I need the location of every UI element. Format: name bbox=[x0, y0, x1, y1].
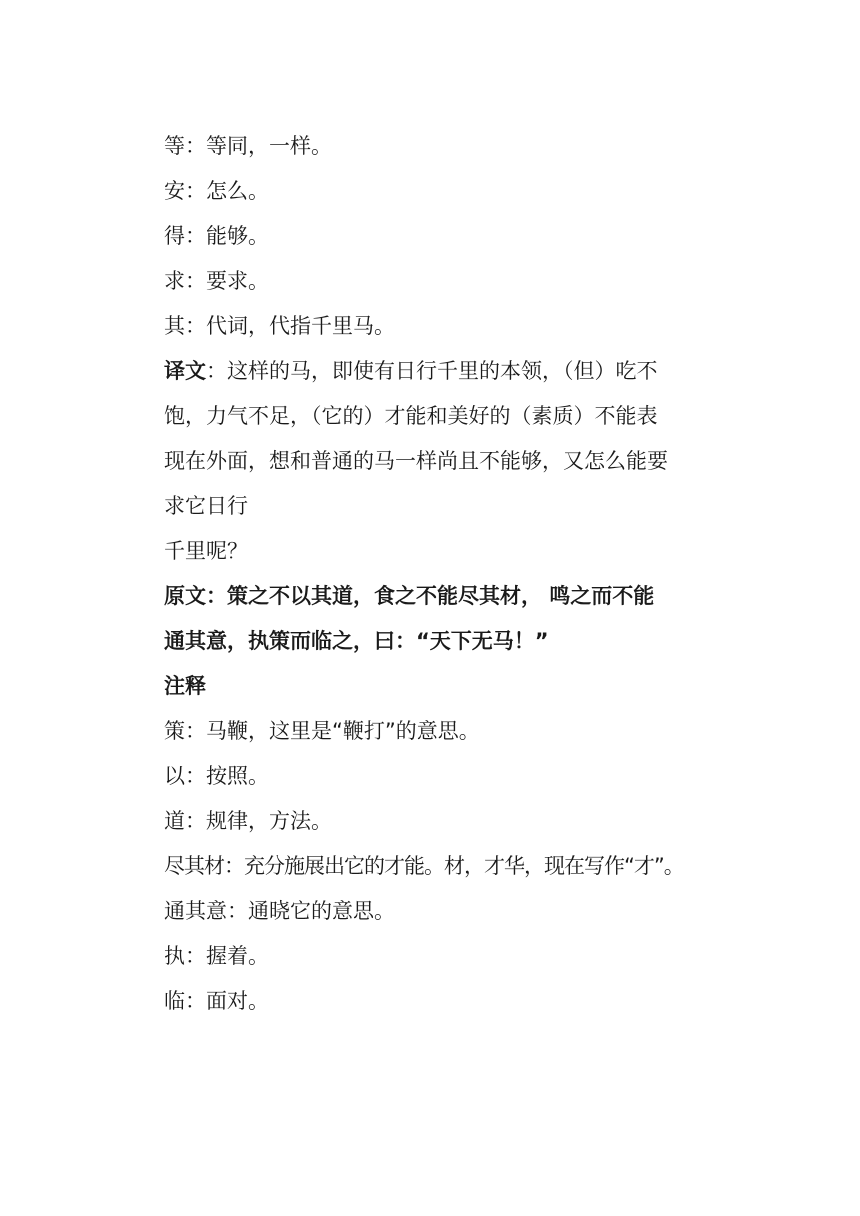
translation-line-2: 饱，力气不足，（它的）才能和美好的（素质）不能表 bbox=[164, 404, 658, 428]
note-tongqiyi: 通其意：通晓它的意思。 bbox=[164, 899, 395, 923]
note-ce: 策：马鞭，这里是“鞭打”的意思。 bbox=[164, 719, 480, 743]
translation-line-1 bbox=[164, 349, 724, 394]
translation-text-1: ：这样的马，即使有日行千里的本领，（但）吃不 bbox=[206, 359, 658, 383]
note-dao: 道：规律，方法。 bbox=[164, 809, 332, 833]
note-an: 安：怎么。 bbox=[164, 179, 269, 203]
note-deng: 等：等同，一样。 bbox=[164, 134, 332, 158]
note-qiu: 求：要求。 bbox=[164, 269, 269, 293]
document-body bbox=[164, 124, 724, 1024]
annotation-heading: 注释 bbox=[164, 674, 206, 698]
note-de: 得：能够。 bbox=[164, 224, 269, 248]
translation-label: 译文 bbox=[164, 359, 206, 383]
translation-line-3: 现在外面，想和普通的马一样尚且不能够，又怎么能要 bbox=[164, 449, 668, 473]
note-qi: 其：代词，代指千里马。 bbox=[164, 314, 395, 338]
note-zhi: 执：握着。 bbox=[164, 944, 269, 968]
translation-line-5: 千里呢？ bbox=[164, 539, 248, 563]
note-yi: 以：按照。 bbox=[164, 764, 269, 788]
original-line-2: 通其意，执策而临之，曰：“天下无马！” bbox=[164, 629, 549, 653]
original-line-1: 原文：策之不以其道，食之不能尽其材， 鸣之而不能 bbox=[164, 584, 655, 608]
translation-line-4: 求它日行 bbox=[164, 494, 248, 518]
note-lin: 临：面对。 bbox=[164, 989, 269, 1013]
note-jinqicai: 尽其材：充分施展出它的才能。材，才华，现在写作“才”。 bbox=[164, 854, 684, 878]
